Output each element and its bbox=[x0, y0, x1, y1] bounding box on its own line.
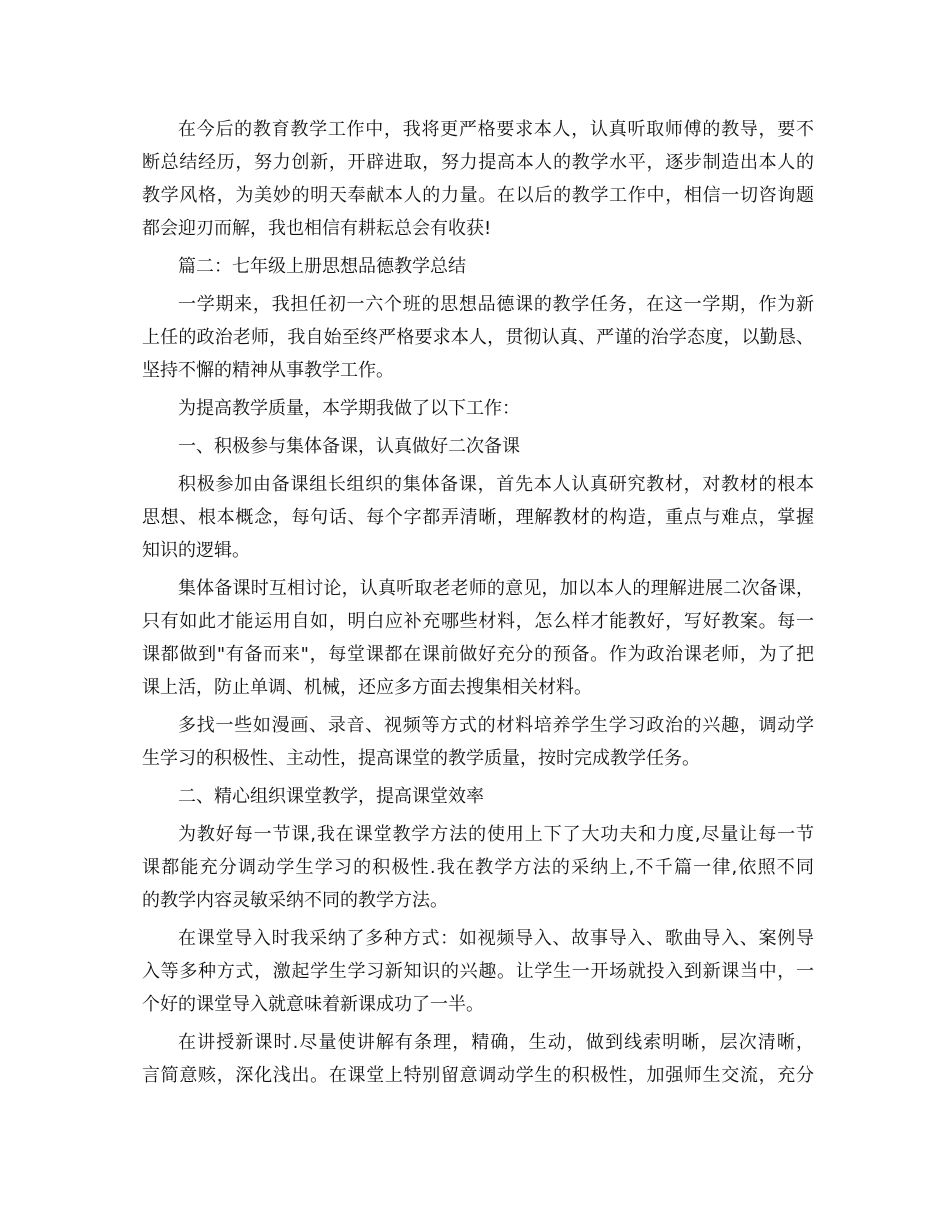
text-line: 课都能充分调动学生学习的积极性.我在教学方法的采纳上,不千篇一律,依照不同 bbox=[142, 857, 814, 878]
text-line: 断总结经历，努力创新，开辟进取，努力提高本人的教学水平，逐步制造出本人的 bbox=[142, 152, 814, 173]
paragraph bbox=[142, 288, 814, 387]
paragraph bbox=[142, 572, 814, 704]
text-line: 一学期来，我担任初一六个班的思想品德课的教学任务，在这一学期，作为新 bbox=[178, 294, 814, 315]
text-line: 一、积极参与集体备课，认真做好二次备课 bbox=[178, 436, 520, 457]
document-body bbox=[142, 113, 814, 1092]
paragraph bbox=[142, 430, 814, 463]
text-line: 在今后的教育教学工作中，我将更严格要求本人，认真听取师傅的教导，要不 bbox=[178, 119, 814, 140]
paragraph bbox=[142, 780, 814, 813]
text-line: 入等多种方式，激起学生学习新知识的兴趣。让学生一开场就投入到新课当中，一 bbox=[142, 961, 814, 982]
text-line: 多找一些如漫画、录音、视频等方式的材料培养学生学习政治的兴趣，调动学 bbox=[178, 715, 814, 736]
paragraph bbox=[142, 922, 814, 1021]
text-line: 集体备课时互相讨论，认真听取老老师的意见，加以本人的理解进展二次备课， bbox=[178, 578, 814, 599]
paragraph bbox=[142, 113, 814, 245]
text-line: 言简意赅，深化浅出。在课堂上特别留意调动学生的积极性，加强师生交流，充分 bbox=[142, 1065, 814, 1086]
text-line: 为教好每一节课,我在课堂教学方法的使用上下了大功夫和力度,尽量让每一节 bbox=[178, 824, 814, 845]
text-line: 积极参加由备课组长组织的集体备课，首先本人认真研究教材，对教材的根本 bbox=[178, 474, 814, 495]
paragraph bbox=[142, 250, 814, 283]
text-line: 为提高教学质量，本学期我做了以下工作： bbox=[178, 398, 520, 419]
text-line: 篇二：七年级上册思想品德教学总结 bbox=[178, 256, 466, 277]
text-line: 个好的课堂导入就意味着新课成功了一半。 bbox=[142, 994, 484, 1015]
paragraph bbox=[142, 1026, 814, 1092]
text-line: 思想、根本概念，每句话、每个字都弄清晰，理解教材的构造，重点与难点，掌握 bbox=[142, 507, 814, 528]
paragraph bbox=[142, 468, 814, 567]
text-line: 在课堂导入时我采纳了多种方式：如视频导入、故事导入、歌曲导入、案例导 bbox=[178, 928, 814, 949]
text-line: 教学风格，为美妙的明天奉献本人的力量。在以后的教学工作中，相信一切咨询题 bbox=[142, 185, 814, 206]
text-line: 坚持不懈的精神从事教学工作。 bbox=[142, 360, 394, 381]
text-line: 生学习的积极性、主动性，提高课堂的教学质量，按时完成教学任务。 bbox=[142, 748, 700, 769]
text-line: 都会迎刃而解，我也相信有耕耘总会有收获! bbox=[142, 218, 492, 239]
text-line: 只有如此才能运用自如，明白应补充哪些材料，怎么样才能教好，写好教案。每一 bbox=[142, 611, 814, 632]
paragraph bbox=[142, 818, 814, 917]
text-line: 知识的逻辑。 bbox=[142, 540, 250, 561]
text-line: 课都做到"有备而来"，每堂课都在课前做好充分的预备。作为政治课老师，为了把 bbox=[142, 644, 814, 665]
text-line: 上任的政治老师，我自始至终严格要求本人，贯彻认真、严谨的治学态度，以勤恳、 bbox=[142, 327, 814, 348]
text-line: 的教学内容灵敏采纳不同的教学方法。 bbox=[142, 890, 448, 911]
text-line: 二、精心组织课堂教学，提高课堂效率 bbox=[178, 786, 484, 807]
paragraph bbox=[142, 392, 814, 425]
text-line: 课上活，防止单调、机械，还应多方面去搜集相关材料。 bbox=[142, 677, 592, 698]
text-line: 在讲授新课时.尽量使讲解有条理，精确，生动，做到线索明晰，层次清晰， bbox=[178, 1032, 814, 1053]
paragraph bbox=[142, 709, 814, 775]
